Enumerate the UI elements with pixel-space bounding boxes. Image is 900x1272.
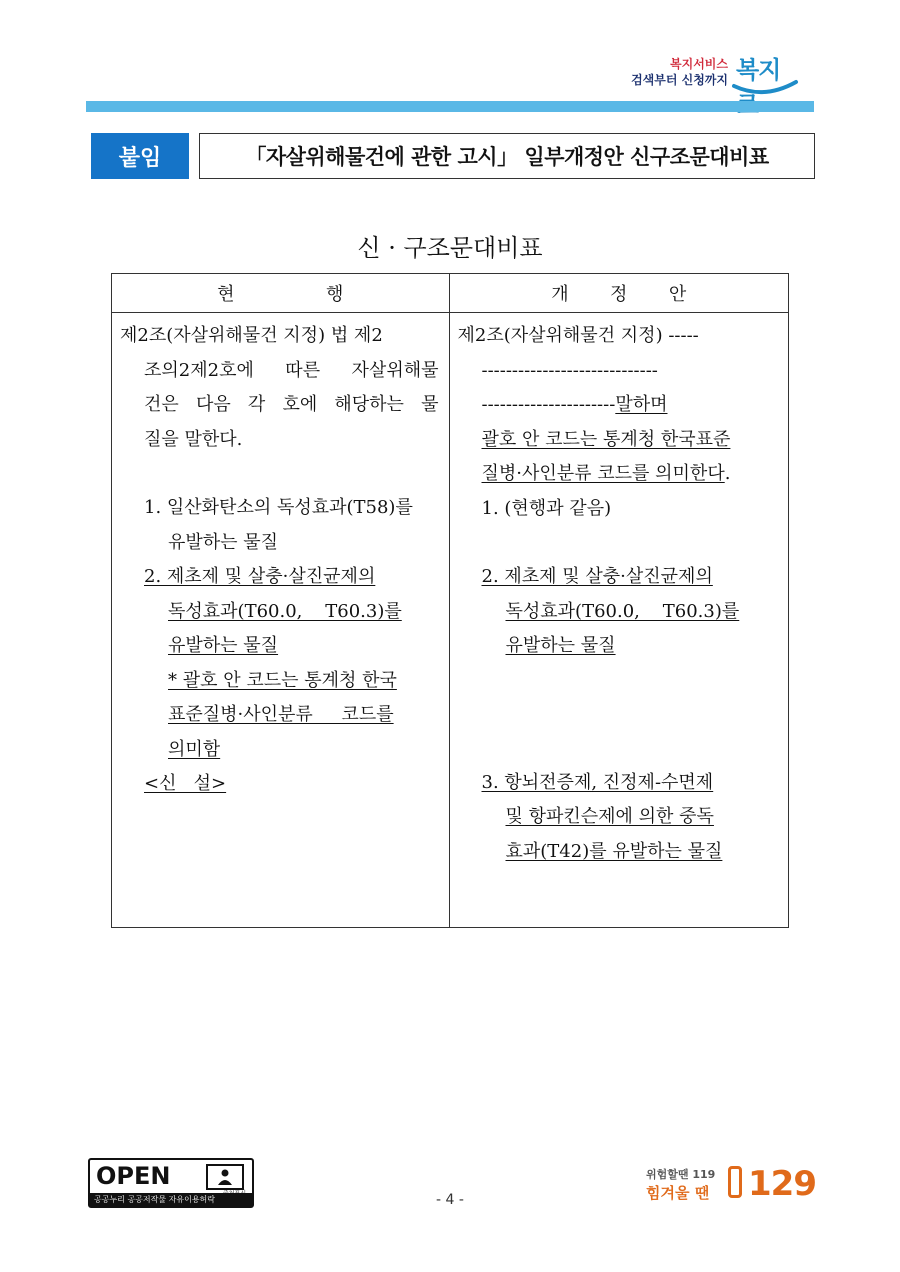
current-note-line: 의미함 [168, 738, 221, 760]
bokjiro-logo [620, 48, 800, 98]
revised-item3-line: 및 항파킨슨제에 의한 중독 [505, 806, 714, 827]
current-item1-line: 유발하는 물질 [168, 531, 279, 553]
header-bar [86, 101, 814, 112]
current-article-line: 건은 다음 각 호에 해당하는 물 [144, 394, 439, 415]
logo-mark-text: 복지 [736, 56, 781, 84]
logo-text [631, 56, 728, 88]
phone-icon [728, 1166, 742, 1198]
revised-item3-line: 효과(T42)를 유발하는 물질 [505, 840, 723, 862]
logo-line2: 검색부터 신청까지 [631, 73, 728, 87]
current-article-line: 조의2제2호에 따른 자살위해물 [144, 359, 439, 381]
table-row [112, 313, 789, 928]
current-item2-line: 2. 제초제 및 살충·살진균제의 [144, 566, 376, 587]
table-header-row [112, 274, 789, 313]
open-label: OPEN [96, 1162, 171, 1190]
current-note-line: * 괄호 안 코드는 통계청 한국 [168, 669, 397, 691]
current-new-mark: <신 설> [144, 773, 227, 794]
revised-article-line: ---------------------- [481, 394, 616, 415]
revised-added-text: 괄호 안 코드는 통계청 한국표준 [481, 428, 731, 450]
table-subtitle: 신 · 구조문대비표 [357, 234, 543, 262]
open-strip: 공공누리 공공저작물 자유이용허락 [90, 1193, 252, 1206]
col-header-revised-word: 개 [551, 284, 569, 305]
revised-article-line: ----------------------------- [481, 359, 658, 381]
col-header-current-word: 행 [325, 284, 344, 305]
revised-added-text: 말하며 [615, 394, 668, 415]
col-header-revised-word: 정 [610, 284, 628, 305]
revised-item2-line: 유발하는 물질 [505, 635, 616, 656]
help-line2: 힘겨울 땐 [646, 1184, 710, 1202]
col-header-revised-word: 안 [668, 284, 687, 305]
revised-article-period: . [724, 463, 731, 484]
current-item2-line: 독성효과(T60.0, T60.3)를 [168, 600, 402, 622]
current-item1-line: 1. 일산화탄소의 독성효과(T58)를 [144, 497, 413, 518]
bokjiro-mark-icon [730, 48, 800, 98]
person-icon [206, 1164, 244, 1190]
col-header-revised [449, 274, 789, 313]
revised-added-text: 질병·사인분류 코드를 의미한다 [481, 463, 725, 484]
current-column [112, 313, 450, 928]
document-title: 「자살위해물건에 관한 고시」 일부개정안 신구조문대비표 [199, 133, 815, 179]
comparison-table [111, 273, 789, 928]
col-header-current-word: 현 [217, 284, 235, 305]
current-article-line: 제2조(자살위해물건 지정) 법 제2 [120, 325, 383, 346]
current-article-line: 질을 말한다. [144, 428, 243, 450]
col-header-current [112, 274, 450, 313]
current-note-line: 표준질병·사인분류 코드를 [168, 704, 394, 725]
help-line1: 위험할땐 119 [646, 1168, 716, 1181]
attachment-tag: 붙임 [91, 133, 189, 179]
revised-column [449, 313, 789, 928]
revised-item1: 1. (현행과 같음) [481, 497, 612, 519]
current-item2-line: 유발하는 물질 [168, 635, 279, 656]
help-129-logo [646, 1158, 816, 1208]
revised-article-line: 제2조(자살위해물건 지정) ----- [457, 325, 699, 346]
revised-item2-line: 2. 제초제 및 살충·살진균제의 [481, 566, 713, 587]
logo-line1: 복지서비스 [670, 57, 728, 71]
revised-item3-line: 3. 항뇌전증제, 진정제-수면제 [481, 771, 714, 793]
page-number: - 4 - [436, 1192, 464, 1208]
help-number: 129 [748, 1164, 816, 1204]
revised-item2-line: 독성효과(T60.0, T60.3)를 [505, 600, 740, 622]
